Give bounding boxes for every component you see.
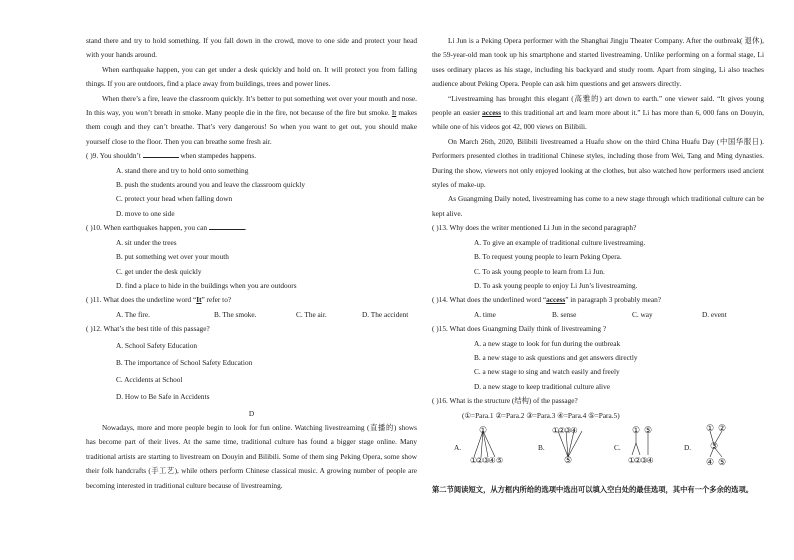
question-10-stem: ( )10. When earthquakes happen, you can . xyxy=(86,223,247,233)
question-16-legend: (①=Para.1 ②=Para.2 ③=Para.3 ④=Para.4 ⑤=Para.5) xyxy=(462,410,620,420)
question-14-option-c[interactable]: C. way xyxy=(632,309,653,319)
question-10-option-d[interactable]: D. find a place to hide in the buildings when you are outdoors xyxy=(116,280,297,290)
question-15-option-d[interactable]: D. a new stage to keep traditional culture alive xyxy=(474,381,610,391)
question-10-option-b[interactable]: B. put something wet over your mouth xyxy=(116,252,229,262)
node-5: ⑤ xyxy=(564,454,573,465)
structure-tree-a-graphic xyxy=(470,423,518,469)
node-5: ⑤ xyxy=(644,424,653,435)
question-11-stem: ( )11. What does the underline word “It” refer to? xyxy=(86,295,232,305)
question-11-option-a[interactable]: A. The fire. xyxy=(116,309,150,319)
passage-c-paragraph-fire: When there’s a fire, leave the classroom quickly. It’s better to put something wet over your mouth and nose. In this way, you won’t breath in smoke. Many people die in the fire, not because of the fire but smoke. It makes them cough and they can’t breathe. That’s very dangerous! So when you want to get out, you should make yourself close to the floor. Then you can breathe some fresh air. xyxy=(86,93,418,146)
structure-tree-b-graphic xyxy=(552,423,602,469)
underlined-word-it: It xyxy=(391,108,397,118)
question-12-option-a[interactable]: A. School Safety Education xyxy=(116,340,198,350)
passage-d-paragraph-1: Nowadays, more and more people begin to look for fun online. Watching livestreaming (直播的) shows has become part of their lives. At the same time, traditional culture has found a bigger stage online. Many traditional artists are starting to livestream on Douyin and Bilibili. Some of them sing Peking Opera, some show their folk handcrafts (手工艺), while others perform Chinese classical music. A growing number of people are becoming interested in traditional culture because of livestreaming. xyxy=(86,422,417,490)
answer-blank[interactable] xyxy=(143,149,179,158)
node-4: ④ xyxy=(706,456,715,467)
node-5: ⑤ xyxy=(496,455,504,465)
structure-diagram-a xyxy=(470,423,518,474)
structure-diagram-c xyxy=(628,423,676,474)
passage-c-paragraph-earthquake: When earthquake happen, you can get under a desk quickly and hold on. It will protect you from falling things. If you are outdoors, find a place away from buildings, trees and power lines. xyxy=(86,64,417,89)
left-column xyxy=(86,34,417,493)
question-14-option-d[interactable]: D. event xyxy=(702,309,727,319)
question-14-stem: ( )14. What does the underlined word “access” in paragraph 3 probably mean? xyxy=(432,295,662,305)
section-heading-d: D xyxy=(248,408,255,418)
question-12-option-b[interactable]: B. The importance of School Safety Education xyxy=(116,357,253,367)
structure-diagram-b xyxy=(552,423,602,474)
question-16-option-c[interactable]: C. xyxy=(614,442,621,452)
question-16-stem: ( )16. What is the structure (结构) of the passage? xyxy=(432,396,578,406)
question-16-structure-diagrams xyxy=(432,423,764,469)
question-16-option-d[interactable]: D. xyxy=(684,442,692,452)
node-3: ③ xyxy=(710,440,719,451)
question-11-option-c[interactable]: C. The air. xyxy=(296,309,327,319)
node-1: ① xyxy=(632,424,641,435)
question-12-option-c[interactable]: C. Accidents at School xyxy=(116,374,183,384)
underlined-word-access: access xyxy=(482,108,502,118)
passage-d-paragraph-4: On March 26th, 2020, Bilibili livestreamed a Huafu show on the third China Huafu Day (中国华服日). Performers presented clothes in traditional Chinese styles, including those from Wei, Tang and Ming dynasties. During the show, viewers not only enjoyed looking at the clothes, but also watched how performers used ancient styles of make-up. xyxy=(432,136,764,190)
node-row: ①②③④ xyxy=(552,425,577,435)
question-15-option-c[interactable]: C. a new stage to sing and watch easily and freely xyxy=(474,367,620,377)
question-12-option-d[interactable]: D. How to Be Safe in Accidents xyxy=(116,391,210,401)
node-1: ① xyxy=(479,424,488,435)
question-9-option-d[interactable]: D. move to one side xyxy=(116,208,175,218)
question-13-option-c[interactable]: C. To ask young people to learn from Li Jun. xyxy=(474,266,605,276)
section-two-instructions: 第二节阅读短文，从方框内所给的选项中选出可以填入空白处的最佳选项，其中有一个多余的选项。 xyxy=(432,484,754,494)
underlined-word-access-question: access xyxy=(546,295,566,305)
question-9-option-a[interactable]: A. stand there and try to hold onto something xyxy=(116,165,249,175)
question-9-stem: ( )9. You shouldn’t when stampedes happens. xyxy=(86,151,257,161)
question-13-option-a[interactable]: A. To give an example of traditional culture livestreaming. xyxy=(474,237,646,247)
question-11-option-b[interactable]: B. The smoke. xyxy=(214,309,257,319)
question-10-option-a[interactable]: A. sit under the trees xyxy=(116,237,177,247)
passage-d-paragraph-2: Li Jun is a Peking Opera performer with the Shanghai Jingju Theater Company. After the outbreak( 退休), the 59-year-old man took up his smartphone and started livestreaming. Unlike performing on a formal stage, Li uses ordinary places as his stage, including his backyard and study room. Apart from singing, Li also teaches audience about Peking Opera. People can ask him questions and get answers directly. xyxy=(432,36,764,89)
structure-tree-c-graphic xyxy=(628,423,676,469)
node-5: ⑤ xyxy=(718,456,727,467)
question-9-option-b[interactable]: B. push the students around you and leave the classroom quickly xyxy=(116,180,306,190)
question-11-options xyxy=(86,308,417,322)
node-1: ① xyxy=(706,422,715,433)
question-15-option-b[interactable]: B. a new stage to ask questions and get answers directly xyxy=(474,352,638,362)
question-11-option-d[interactable]: D. The accident xyxy=(362,309,409,319)
question-16-option-b[interactable]: B. xyxy=(538,442,545,452)
question-15-option-a[interactable]: A. a new stage to look for fun during the outbreak xyxy=(474,338,621,348)
node-row: ①②③④ xyxy=(628,455,653,465)
answer-blank[interactable] xyxy=(209,221,245,230)
question-12-stem: ( )12. What’s the best title of this passage? xyxy=(86,324,210,334)
right-column xyxy=(432,34,764,497)
question-15-stem: ( )15. What does Guangming Daily think of livestreaming ? xyxy=(432,324,607,334)
question-9-option-c[interactable]: C. protect your head when falling down xyxy=(116,194,233,204)
question-14-options xyxy=(432,308,764,322)
underlined-word-it-bold: It xyxy=(196,295,202,305)
passage-c-paragraph-stampede: stand there and try to hold something. If you fall down in the crowd, move to one side and protect your head with your hands around. xyxy=(86,36,417,60)
question-14-option-b[interactable]: B. sense xyxy=(552,309,577,319)
node-row: ①②③④ xyxy=(470,455,495,465)
question-13-option-d[interactable]: D. To ask young people to enjoy Li Jun’s livestreaming. xyxy=(474,280,638,290)
question-10-option-c[interactable]: C. get under the desk quickly xyxy=(116,266,202,276)
passage-d-paragraph-3: “Livestreaming has brought this elegant (高雅的) art down to earth.” one viewer said. “It gives young people an easier access to this traditional art and learn more about it.” Li has more than 6, 000 fans on Douyin, while one of his videos got 42, 000 views on Bilibili. xyxy=(432,93,764,132)
structure-diagram-d xyxy=(702,423,752,474)
passage-d-paragraph-5: As Guangming Daily noted, livestreaming has come to a new stage through which traditional culture can be kept alive. xyxy=(432,194,764,218)
question-13-stem: ( )13. Why does the writer mentioned Li Jun in the second paragraph? xyxy=(432,223,637,233)
question-16-option-a[interactable]: A. xyxy=(454,442,462,452)
question-14-option-a[interactable]: A. time xyxy=(474,309,496,319)
question-13-option-b[interactable]: B. To request young people to learn Peking Opera. xyxy=(474,252,622,262)
node-2: ② xyxy=(718,422,727,433)
structure-tree-d-graphic xyxy=(702,423,752,469)
